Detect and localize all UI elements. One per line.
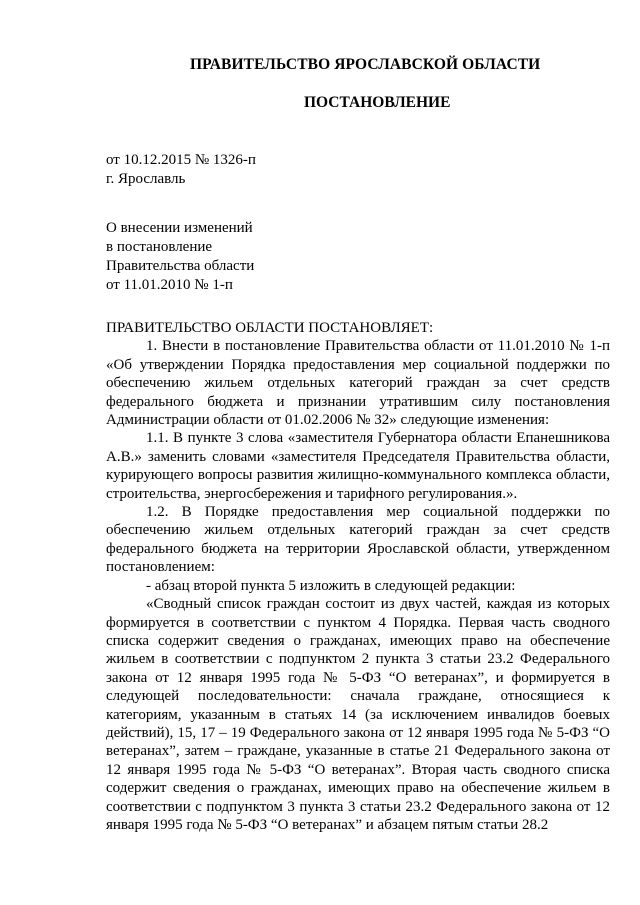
paragraph-1: 1. Внести в постановление Правительства области от 11.01.2010 № 1-п «Об утверждении Порядка предоставления мер социальной поддержки по обеспечению жильем отдельных категорий граждан за счет средств федерального бюджета и признании утратившим силу постановления Администрации области от 01.02.2006 № 32» следующие изменения: <box>106 338 610 429</box>
paragraph-1-1: 1.1. В пункте 3 слова «заместителя Губернатора области Епанешникова А.В.» заменить словами «заместителя Председателя Правительства области, курирующего вопросы развития жилищно-коммунального комплекса области, строительства, энергосбережения и тарифного регулирования.». <box>106 430 610 502</box>
paragraph-dash: - абзац второй пункта 5 изложить в следующей редакции: <box>146 577 516 594</box>
document-subject <box>106 219 254 295</box>
date-number: от 10.12.2015 № 1326-п <box>106 152 256 168</box>
city: г. Ярославль <box>106 171 186 187</box>
subject-line: О внесении изменений <box>106 220 253 236</box>
paragraph-1-2: 1.2. В Порядке предоставления мер социальной поддержки по обеспечению жильем отдельных категорий граждан за счет средств федерального бюджета на территории Ярославской области, утвержденном постановлением: <box>106 504 610 576</box>
document-body <box>106 319 610 834</box>
document-meta <box>106 151 256 189</box>
subject-line: от 11.01.2010 № 1-п <box>106 277 233 293</box>
subject-line: в постановление <box>106 239 213 255</box>
document-type-title: ПОСТАНОВЛЕНИЕ <box>304 94 451 111</box>
decree-heading: ПРАВИТЕЛЬСТВО ОБЛАСТИ ПОСТАНОВЛЯЕТ: <box>106 320 434 336</box>
paragraph-quote: «Сводный список граждан состоит из двух частей, каждая из которых формируется в соответствии с пунктом 4 Порядка. Первая часть сводного списка содержит сведения о гражданах, имеющих право на обеспечение жильем в соответствии с подпунктом 2 пункта 3 статьи 23.2 Федерального закона от 12 января 1995 года № 5-ФЗ “О ветеранах”, и формируется в следующей последовательности: сначала граждане, относящиеся к категориям, указанным в статьях 14 (за исключением инвалидов боевых действий), 15, 17 – 19 Федерального закона от 12 января 1995 года № 5-ФЗ “О ветеранах”, затем – граждане, указанные в статье 21 Федерального закона от 12 января 1995 года № 5-ФЗ “О ветеранах”. Вторая часть сводного списка содержит сведения о гражданах, имеющих право на обеспечение жильем в соответствии с подпунктом 3 пункта 3 статьи 23.2 Федерального закона от 12 января 1995 года № 5-ФЗ “О ветеранах” и абзацем пятым статьи 28.2 <box>106 596 610 833</box>
subject-line: Правительства области <box>106 258 255 274</box>
organization-title: ПРАВИТЕЛЬСТВО ЯРОСЛАВСКОЙ ОБЛАСТИ <box>190 56 541 73</box>
